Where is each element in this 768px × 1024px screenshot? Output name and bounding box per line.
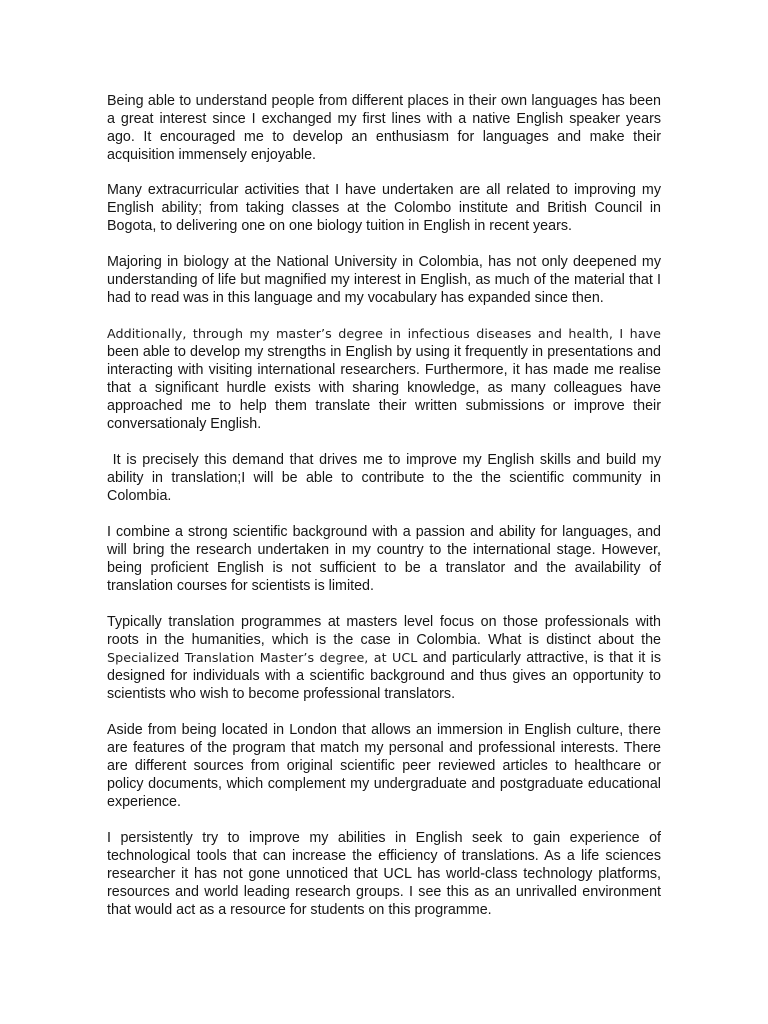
paragraph-translation-programmes-start: Typically translation programmes at masters level focus on those professionals with roots in the humanities, which is the case in Colombia. What is distinct about the	[107, 614, 661, 648]
paragraph-biology-major: Majoring in biology at the National University in Colombia, has not only deepened my understanding of life but magnified my interest in English, as much of the material that I had to read was in this language and my vocabulary has expanded since then.	[107, 254, 661, 306]
paragraph-demand-for-translation: It is precisely this demand that drives me to improve my English skills and build my ability in translation;I will be able to contribute to the the scientific community in Colombia.	[107, 452, 665, 504]
paragraph-scientific-background: I combine a strong scientific background with a passion and ability for languages, and will bring the research undertaken in my country to the international stage. However, being proficient English is not sufficient to be a translator and the availability of translation courses for scientists is limited.	[107, 524, 661, 594]
programme-name: Specialized Translation Master’s degree, at UCL	[107, 650, 418, 665]
paragraph-translation-programmes-end: and particularly attractive, is that it is designed for individuals with a scientific background and thus gives an opportunity to scientists who wish to become professional translators.	[107, 650, 661, 702]
document-body	[107, 92, 665, 937]
paragraph-masters-degree	[107, 325, 661, 433]
paragraph-extracurricular-activities: Many extracurricular activities that I have undertaken are all related to improving my English ability; from taking classes at the Colombo institute and British Council in Bogota, to delivering one on one biology tuition in English in recent years.	[107, 182, 661, 234]
paragraph-masters-degree-body: been able to develop my strengths in English by using it frequently in presentations and interacting with visiting international researchers. Furthermore, it has made me realise that a significant hurdle exists with sharing knowledge, as many colleagues have approached me to help them translate their written submissions or improve their conversationaly English.	[107, 344, 661, 432]
paragraph-masters-degree-lead: Additionally, through my master’s degree in infectious diseases and health, I have	[107, 326, 661, 341]
paragraph-interest-in-languages: Being able to understand people from different places in their own languages has been a great interest since I exchanged my first lines with a native English speaker years ago. It encouraged me to develop an enthusiasm for languages and make their acquisition immensely enjoyable.	[107, 93, 661, 163]
paragraph-technological-tools: I persistently try to improve my abilities in English seek to gain experience of technological tools that can increase the efficiency of translations. As a life sciences researcher it has not gone unnoticed that UCL has world-class technology platforms, resources and world leading research groups. I see this as an unrivalled environment that would act as a resource for students on this programme.	[107, 830, 661, 918]
paragraph-london-features: Aside from being located in London that allows an immersion in English culture, there are features of the program that match my personal and professional interests. There are different sources from original scientific peer reviewed articles to healthcare or policy documents, which complement my undergraduate and postgraduate educational experience.	[107, 722, 661, 810]
paragraph-translation-programmes	[107, 613, 661, 703]
